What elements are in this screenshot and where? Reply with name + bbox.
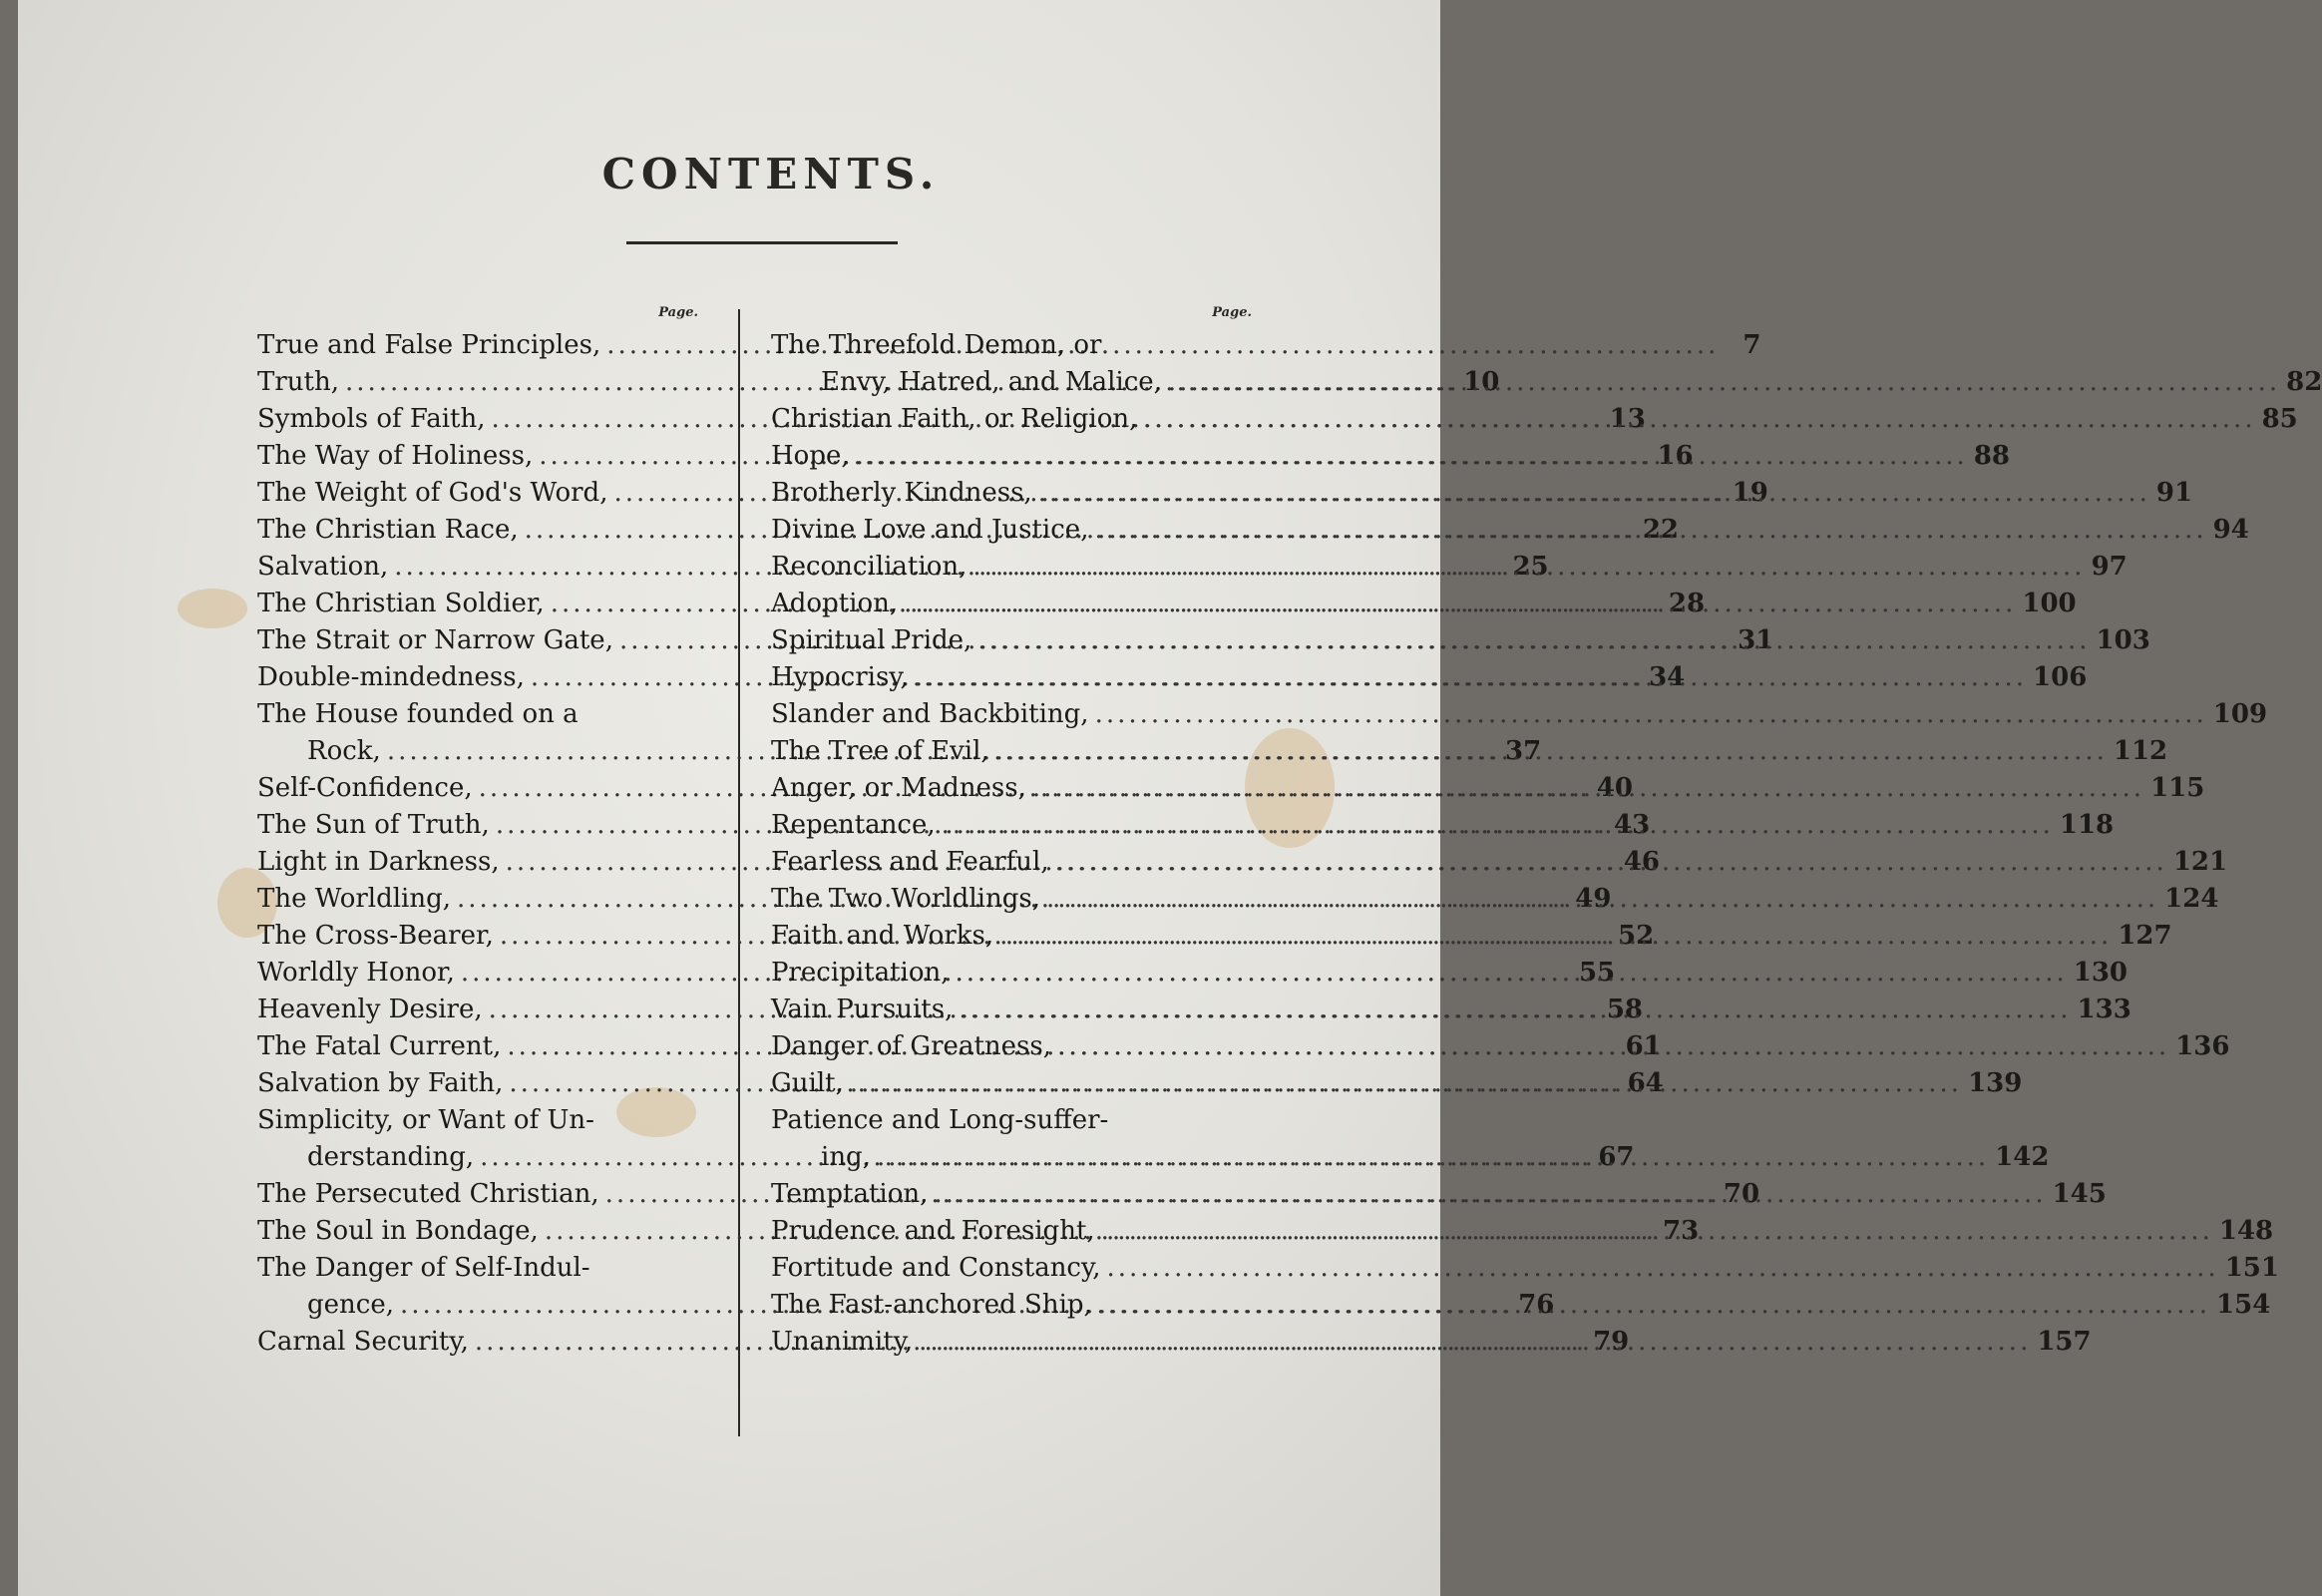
toc-entry-title-continuation: Rock, bbox=[307, 736, 381, 766]
toc-entry-title: The Fast-anchored Ship, bbox=[771, 1290, 1092, 1320]
leader-dots bbox=[1095, 696, 2207, 733]
toc-entry-page: 61 bbox=[1625, 1031, 1662, 1061]
toc-entry-title: Salvation by Faith, bbox=[257, 1068, 504, 1098]
toc-entry-title-continuation: ing, bbox=[821, 1142, 871, 1172]
page-column-label: Page. bbox=[658, 305, 698, 320]
toc-entry-page: 67 bbox=[1598, 1142, 1635, 1172]
toc-entry-page: 25 bbox=[1512, 552, 1549, 582]
toc-entry bbox=[771, 1250, 2279, 1287]
leader-dots bbox=[856, 438, 1968, 475]
toc-entry-page: 31 bbox=[1738, 625, 1774, 655]
toc-entry-title: Adoption, bbox=[771, 589, 899, 618]
toc-entry-title: The Sun of Truth, bbox=[257, 810, 490, 840]
toc-entry-page: 13 bbox=[1609, 404, 1646, 434]
leader-dots bbox=[972, 549, 2085, 586]
leader-dots bbox=[1107, 1250, 2219, 1287]
toc-entry-page: 118 bbox=[2059, 810, 2115, 840]
toc-entry-title: Unanimity, bbox=[771, 1327, 914, 1357]
toc-entry-page: 7 bbox=[1742, 330, 1761, 360]
leader-dots bbox=[934, 1176, 2046, 1213]
toc-entry-title: Reconciliation, bbox=[771, 552, 968, 582]
toc-entry-title: The Way of Holiness, bbox=[257, 441, 534, 471]
toc-entry-page: 148 bbox=[2218, 1216, 2274, 1246]
toc-entry-page: 127 bbox=[2118, 921, 2172, 951]
toc-entry-page: 157 bbox=[2037, 1327, 2092, 1357]
leader-dots bbox=[995, 733, 2108, 770]
toc-entry-title: The Tree of Evil, bbox=[771, 736, 989, 766]
toc-entry-title: The Strait or Narrow Gate, bbox=[257, 625, 613, 655]
toc-entry-title: Fortitude and Constancy, bbox=[771, 1253, 1101, 1283]
toc-entry-page: 28 bbox=[1668, 589, 1706, 618]
toc-entry-title: Heavenly Desire, bbox=[257, 995, 483, 1024]
toc-entry-title: Carnal Security, bbox=[257, 1327, 469, 1357]
toc-entry-title: Repentance, bbox=[771, 810, 936, 840]
page-column-label: Page. bbox=[1212, 305, 1252, 320]
leader-dots bbox=[1038, 475, 2150, 512]
toc-entry-page: 82 bbox=[2286, 367, 2322, 397]
toc-entry-title: Self-Confidence, bbox=[257, 773, 473, 803]
toc-entry-page: 109 bbox=[2212, 699, 2268, 729]
leader-dots bbox=[1101, 1213, 2213, 1250]
toc-entry-page: 16 bbox=[1657, 441, 1694, 471]
toc-entry-page: 64 bbox=[1627, 1068, 1664, 1098]
toc-entry-page: 142 bbox=[1995, 1142, 2050, 1172]
toc-entry-page: 91 bbox=[2155, 478, 2193, 508]
leader-dots bbox=[1094, 512, 2206, 549]
toc-entry-page: 34 bbox=[1649, 662, 1686, 692]
paper-stain bbox=[178, 589, 247, 628]
toc-entry-title: The Persecuted Christian, bbox=[257, 1179, 599, 1209]
toc-entry-page: 130 bbox=[2073, 958, 2128, 988]
toc-entry-title: Prudence and Foresight, bbox=[771, 1216, 1095, 1246]
toc-entry-title-line: The Threefold Demon, or bbox=[771, 330, 1102, 360]
toc-entry-title-line: Patience and Long-suffer- bbox=[771, 1105, 1109, 1135]
contents-heading: CONTENTS. bbox=[601, 150, 941, 199]
toc-entry-page: 55 bbox=[1579, 958, 1616, 988]
toc-entry-title: Fearless and Fearful, bbox=[771, 847, 1049, 877]
toc-entry-page: 115 bbox=[2150, 773, 2205, 803]
toc-entry-page: 94 bbox=[2212, 515, 2249, 545]
leader-dots bbox=[877, 1139, 1989, 1176]
toc-entry-page: 52 bbox=[1618, 921, 1655, 951]
toc-entry-page: 97 bbox=[2091, 552, 2128, 582]
toc-entry-page: 10 bbox=[1463, 367, 1500, 397]
toc-entry-title-line: The House founded on a bbox=[257, 699, 579, 729]
toc-entry-page: 151 bbox=[2224, 1253, 2279, 1283]
toc-entry-title-continuation: gence, bbox=[307, 1290, 394, 1320]
toc-entry-page: 70 bbox=[1723, 1179, 1760, 1209]
toc-entry-title: The Two Worldlings, bbox=[771, 884, 1040, 914]
toc-entry-title-continuation: Envy, Hatred, and Malice, bbox=[821, 367, 1162, 397]
toc-entry bbox=[257, 1139, 1635, 1176]
toc-entry-page: 58 bbox=[1606, 995, 1644, 1024]
leader-dots bbox=[850, 1065, 1962, 1102]
toc-entry-page: 85 bbox=[2261, 404, 2298, 434]
leader-dots bbox=[1143, 401, 2255, 438]
book-page bbox=[18, 0, 2322, 1596]
toc-entry-title: Light in Darkness, bbox=[257, 847, 500, 877]
toc-entry-title: Slander and Backbiting, bbox=[771, 699, 1089, 729]
toc-entry-title: Danger of Greatness, bbox=[771, 1031, 1051, 1061]
toc-entry-title: The Christian Race, bbox=[257, 515, 519, 545]
toc-entry-page: 154 bbox=[2216, 1290, 2271, 1320]
toc-entry-title: The Worldling, bbox=[257, 884, 452, 914]
leader-dots bbox=[1057, 1028, 2169, 1065]
toc-entry bbox=[771, 696, 2268, 733]
toc-entry-title: Temptation, bbox=[771, 1179, 929, 1209]
leader-dots bbox=[1032, 770, 2144, 807]
toc-entry-title: Guilt, bbox=[771, 1068, 844, 1098]
toc-entry-title: Hope, bbox=[771, 441, 850, 471]
toc-entry-page: 37 bbox=[1505, 736, 1542, 766]
toc-entry-title: Divine Love and Justice, bbox=[771, 515, 1089, 545]
toc-entry-title-line: The Danger of Self-Indul- bbox=[257, 1253, 590, 1283]
toc-entry-page: 88 bbox=[1973, 441, 2011, 471]
toc-entry-page: 136 bbox=[2175, 1031, 2230, 1061]
toc-entry-title: Worldly Honor, bbox=[257, 958, 455, 988]
toc-entry-title: Hypocrisy, bbox=[771, 662, 909, 692]
toc-entry-page: 43 bbox=[1614, 810, 1651, 840]
toc-entry-page: 112 bbox=[2113, 736, 2168, 766]
toc-entry-page: 76 bbox=[1518, 1290, 1555, 1320]
toc-entry-page: 46 bbox=[1623, 847, 1661, 877]
leader-dots bbox=[1098, 1287, 2210, 1324]
leader-dots bbox=[942, 807, 2054, 844]
toc-entry-page: 79 bbox=[1593, 1327, 1630, 1357]
toc-entry-title: Double-mindedness, bbox=[257, 662, 525, 692]
toc-entry-title: Christian Faith, or Religion, bbox=[771, 404, 1138, 434]
leader-dots bbox=[956, 955, 2068, 992]
toc-entry-page: 73 bbox=[1663, 1216, 1700, 1246]
toc-entry-page: 121 bbox=[2172, 847, 2228, 877]
leader-dots bbox=[919, 1324, 2031, 1361]
toc-entry-title: True and False Principles, bbox=[257, 330, 601, 360]
toc-entry-title: Brotherly Kindness, bbox=[771, 478, 1032, 508]
toc-entry-title: Symbols of Faith, bbox=[257, 404, 486, 434]
toc-entry-title: Salvation, bbox=[257, 552, 389, 582]
toc-entry-title: The Fatal Current, bbox=[257, 1031, 502, 1061]
leader-dots bbox=[1055, 844, 2167, 881]
toc-entry-page: 103 bbox=[2096, 625, 2150, 655]
toc-entry-page: 22 bbox=[1642, 515, 1680, 545]
leader-dots bbox=[1168, 364, 2280, 401]
toc-entry-title: Truth, bbox=[257, 367, 339, 397]
leader-dots bbox=[959, 992, 2071, 1028]
toc-entry-page: 40 bbox=[1596, 773, 1634, 803]
leader-dots bbox=[977, 622, 2090, 659]
toc-entry-page: 133 bbox=[2077, 995, 2131, 1024]
leader-dots bbox=[904, 586, 2016, 622]
toc-entry-page: 145 bbox=[2052, 1179, 2107, 1209]
heading-rule bbox=[626, 241, 898, 244]
toc-entry-title-line: Simplicity, or Want of Un- bbox=[257, 1105, 594, 1135]
toc-entry-title: Vain Pursuits, bbox=[771, 995, 954, 1024]
toc-entry-title: Precipitation, bbox=[771, 958, 950, 988]
toc-entry-page: 139 bbox=[1968, 1068, 2023, 1098]
leader-dots bbox=[999, 918, 2112, 955]
toc-entry-title: The Cross-Bearer, bbox=[257, 921, 494, 951]
toc-entry-page: 100 bbox=[2022, 589, 2077, 618]
toc-entry-title: The Weight of God's Word, bbox=[257, 478, 608, 508]
toc-entry-title: Anger, or Madness, bbox=[771, 773, 1026, 803]
toc-entry-page: 106 bbox=[2033, 662, 2088, 692]
toc-entry-title: The Soul in Bondage, bbox=[257, 1216, 539, 1246]
toc-entry-title: The Christian Soldier, bbox=[257, 589, 545, 618]
toc-entry-title: Spiritual Pride, bbox=[771, 625, 972, 655]
leader-dots bbox=[1046, 881, 2158, 918]
toc-entry-title-continuation: derstanding, bbox=[307, 1142, 475, 1172]
toc-entry-title: Faith and Works, bbox=[771, 921, 994, 951]
toc-entry-page: 19 bbox=[1732, 478, 1768, 508]
leader-dots bbox=[915, 659, 2027, 696]
toc-entry-page: 124 bbox=[2164, 884, 2219, 914]
toc-entry-page: 49 bbox=[1575, 884, 1612, 914]
